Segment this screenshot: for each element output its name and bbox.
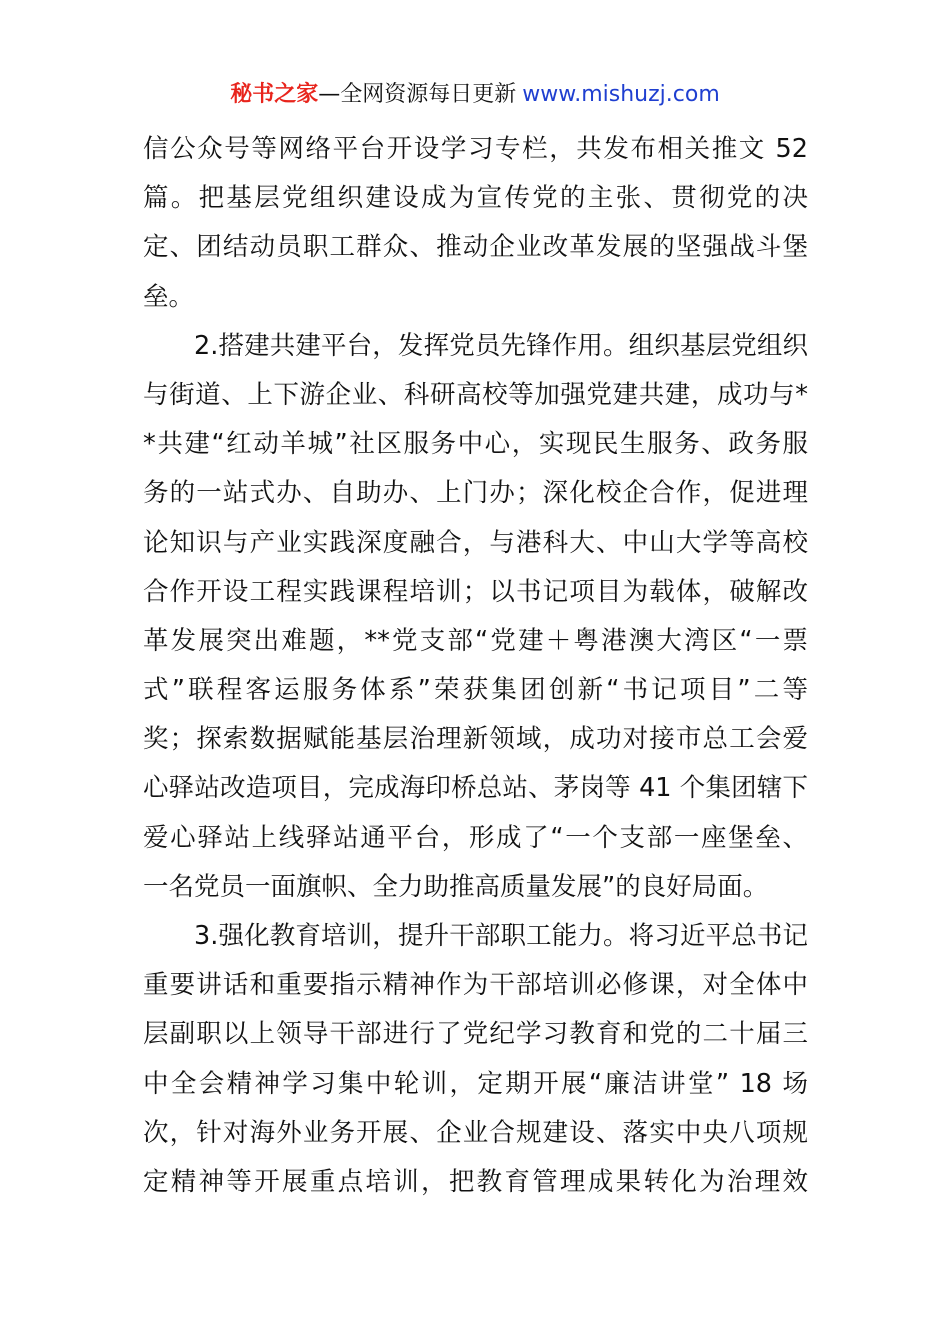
brand-name: 秘书之家 — [230, 82, 319, 107]
text-line: 层副职以上领导干部进行了党纪学习教育和党的二十届三 — [143, 1019, 808, 1050]
text-line: 一名党员一面旗帜、全力助推高质量发展”的良好局面。 — [143, 871, 769, 902]
document-body — [143, 127, 808, 1209]
paragraph-heading-line: 3.强化教育培训，提升干部职工能力。将习近平总书记 — [194, 921, 808, 951]
paragraph-heading-line: 2.搭建共建平台，发挥党员先锋作用。组织基层党组织 — [194, 330, 808, 361]
text-line: 重要讲话和重要指示精神作为干部培训必修课，对全体中 — [143, 970, 808, 1001]
header-tagline: —全网资源每日更新 — [318, 82, 517, 107]
text-line: 篇。把基层党组织建设成为宣传党的主张、贯彻党的决 — [143, 183, 808, 214]
text-line: 垒。 — [143, 281, 195, 312]
text-line: 信公众号等网络平台开设学习专栏，共发布相关推文 52 — [143, 134, 808, 164]
text-line: 定精神等开展重点培训，把教育管理成果转化为治理效 — [143, 1166, 808, 1197]
text-line: 务的一站式办、自助办、上门办；深化校企合作，促进理 — [143, 478, 808, 509]
text-line: *共建“红动羊城”社区服务中心，实现民生服务、政务服 — [143, 429, 808, 460]
text-line: 革发展突出难题，**党支部“党建＋粤港澳大湾区“一票 — [143, 625, 808, 656]
site-url-link[interactable]: www.mishuzj.com — [522, 82, 720, 107]
text-line: 与街道、上下游企业、科研高校等加强党建共建，成功与* — [143, 379, 808, 410]
text-line: 次，针对海外业务开展、企业合规建设、落实中央八项规 — [143, 1117, 808, 1148]
text-line: 论知识与产业实践深度融合，与港科大、中山大学等高校 — [143, 527, 808, 558]
text-line: 合作开设工程实践课程培训；以书记项目为载体，破解改 — [143, 576, 808, 607]
text-line: 爱心驿站上线驿站通平台，形成了“一个支部一座堡垒、 — [143, 822, 808, 853]
text-line: 心驿站改造项目，完成海印桥总站、茅岗等 41 个集团辖下 — [143, 773, 808, 804]
page-header — [0, 78, 950, 112]
text-line: 式”联程客运服务体系”荣获集团创新“书记项目”二等 — [143, 675, 808, 706]
text-line: 中全会精神学习集中轮训，定期开展“廉洁讲堂” 18 场 — [143, 1068, 808, 1099]
text-line: 定、团结动员职工群众、推动企业改革发展的坚强战斗堡 — [143, 232, 808, 263]
text-line: 奖；探索数据赋能基层治理新领域，成功对接市总工会爱 — [143, 724, 808, 755]
